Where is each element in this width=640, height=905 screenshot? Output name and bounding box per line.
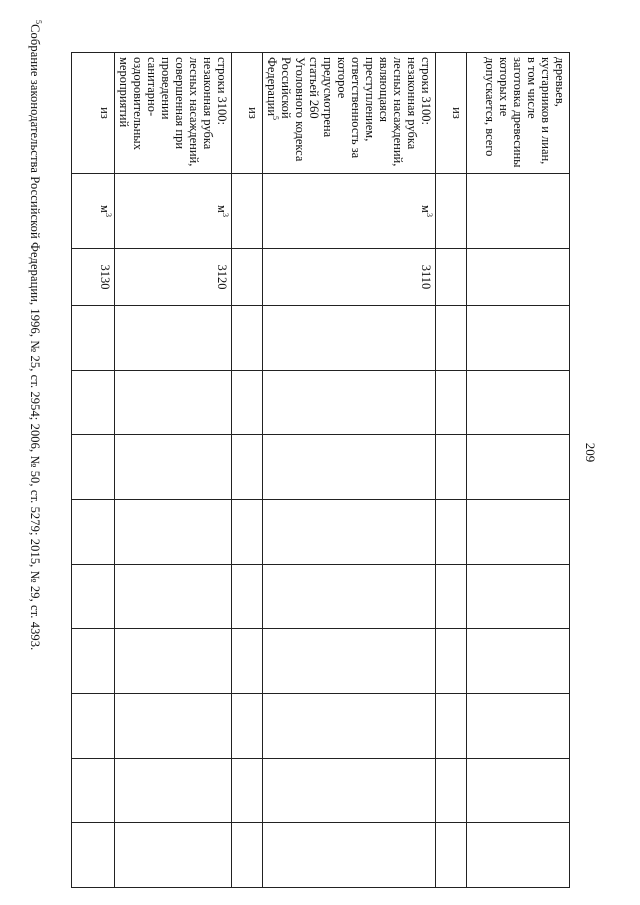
table-row [436, 53, 467, 888]
data-cell [263, 693, 436, 758]
table-row [263, 53, 436, 888]
footnote [27, 20, 42, 650]
data-cell [436, 306, 467, 371]
data-cell [115, 564, 232, 629]
row-label: из [436, 53, 467, 174]
row-label-text: строки 3100: незаконная рубка лесных насаждений, являющаяся преступлением, ответственность за которое предусмотрена статьей 260 Уголовного кодекса Российской Федерации [265, 57, 433, 167]
data-cell [467, 564, 570, 629]
data-cell [467, 823, 570, 888]
data-cell [72, 564, 115, 629]
data-cell [232, 306, 263, 371]
unit-cell [436, 174, 467, 249]
data-cell [115, 370, 232, 435]
data-cell [263, 435, 436, 500]
row-label: деревьев, кустарников и лиан, в том числе заготовка древесины которых не допускается, всего [467, 53, 570, 174]
unit-exponent: 3 [425, 212, 435, 217]
unit-base: м [98, 205, 112, 213]
data-cell [467, 435, 570, 500]
unit-cell [232, 174, 263, 249]
data-cell [232, 823, 263, 888]
data-cell [436, 823, 467, 888]
row-label: из [232, 53, 263, 174]
footnote-mark: 5 [34, 20, 44, 25]
unit-base: м [419, 205, 433, 213]
unit-cell [72, 174, 115, 249]
data-cell [263, 758, 436, 823]
data-cell [467, 758, 570, 823]
data-cell [115, 306, 232, 371]
data-cell [115, 823, 232, 888]
footnote-text: Собрание законодательства Российской Федерации, 1996, № 25, ст. 2954; 2006, № 50, ст. 5279; 2015, № 29, ст. 4393. [28, 24, 42, 651]
data-cell [436, 629, 467, 694]
data-cell [263, 823, 436, 888]
unit-cell [263, 174, 436, 249]
data-cell [72, 370, 115, 435]
code-cell [232, 249, 263, 306]
page-number: 209 [583, 442, 598, 463]
data-cell [436, 435, 467, 500]
row-label: из [72, 53, 115, 174]
table-row [232, 53, 263, 888]
data-cell [263, 370, 436, 435]
row-label [263, 53, 436, 174]
data-cell [467, 629, 570, 694]
data-cell [263, 499, 436, 564]
data-cell [72, 693, 115, 758]
data-cell [72, 435, 115, 500]
data-cell [467, 370, 570, 435]
data-cell [263, 629, 436, 694]
code-cell [467, 249, 570, 306]
data-cell [72, 758, 115, 823]
data-cell [115, 435, 232, 500]
data-cell [232, 499, 263, 564]
table-row [115, 53, 232, 888]
row-label: строки 3100: незаконная рубка лесных насаждений, совершенная при проведении санитарно-оздоровительных мероприятий [115, 53, 232, 174]
data-cell [467, 499, 570, 564]
data-cell [72, 306, 115, 371]
data-cell [115, 758, 232, 823]
footnote-reference: 5 [271, 116, 281, 121]
unit-cell [467, 174, 570, 249]
code-cell [436, 249, 467, 306]
data-cell [467, 693, 570, 758]
data-cell [72, 823, 115, 888]
statistics-table [71, 52, 570, 888]
data-cell [436, 370, 467, 435]
data-cell [436, 758, 467, 823]
code-cell: 3130 [72, 249, 115, 306]
unit-cell [115, 174, 232, 249]
table-row [467, 53, 570, 888]
data-cell [115, 629, 232, 694]
data-cell [72, 499, 115, 564]
data-cell [72, 629, 115, 694]
code-cell: 3110 [263, 249, 436, 306]
data-cell [232, 435, 263, 500]
data-cell [436, 693, 467, 758]
unit-base: м [215, 205, 229, 213]
unit-exponent: 3 [221, 212, 231, 217]
data-cell [467, 306, 570, 371]
data-cell [436, 499, 467, 564]
code-cell: 3120 [115, 249, 232, 306]
data-cell [436, 564, 467, 629]
data-cell [115, 693, 232, 758]
data-cell [263, 564, 436, 629]
table-row [72, 53, 115, 888]
data-cell [232, 758, 263, 823]
data-cell [232, 564, 263, 629]
data-cell [263, 306, 436, 371]
unit-exponent: 3 [104, 212, 114, 217]
data-cell [232, 693, 263, 758]
data-cell [232, 370, 263, 435]
data-cell [232, 629, 263, 694]
data-cell [115, 499, 232, 564]
